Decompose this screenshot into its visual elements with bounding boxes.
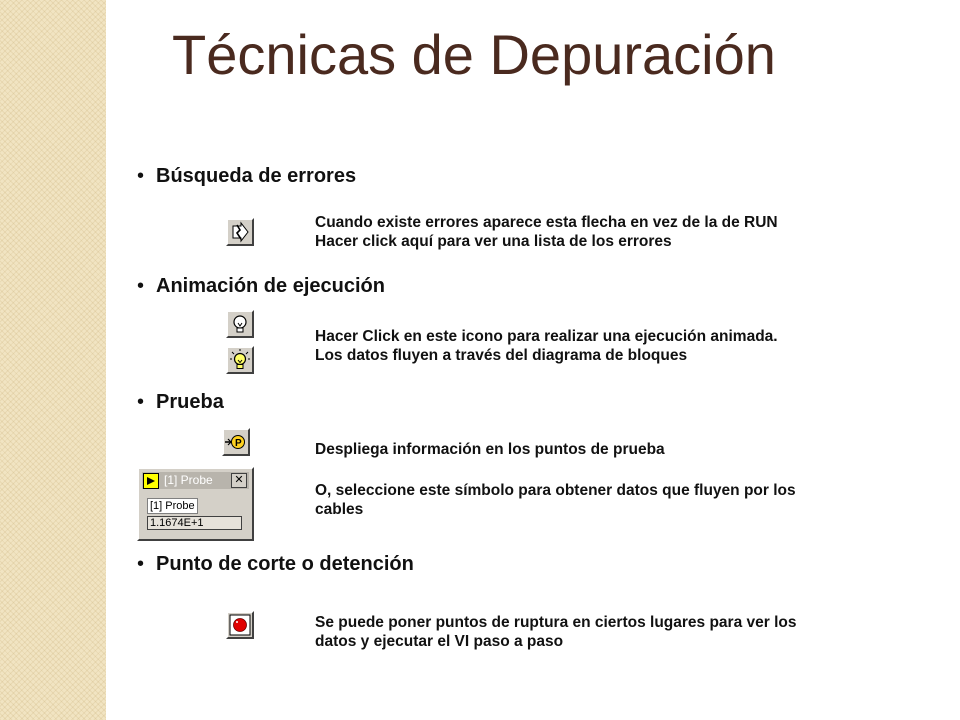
close-icon[interactable]: ✕ [231,473,247,488]
description-line: datos y ejecutar el VI paso a paso [315,633,564,650]
section-heading: Prueba [156,391,224,413]
description-line: O, seleccione este símbolo para obtener datos que fluyen por los [315,482,796,499]
bullet-dot: • [137,391,145,413]
execution-highlight-bulb-on-icon[interactable] [226,346,254,374]
section-heading: Punto de corte o detención [156,553,414,575]
decorative-side-strip [0,0,106,720]
bullet-prueba [137,391,224,414]
svg-text:P: P [235,438,242,449]
execution-highlight-bulb-icon[interactable] [226,310,254,338]
probe-title: [1] Probe [164,473,213,487]
description-line: Cuando existe errores aparece esta flecha en vez de la de RUN [315,214,778,231]
description-line: Despliega información en los puntos de prueba [315,441,665,458]
bullet-dot: • [137,275,145,297]
probe-window[interactable] [137,467,254,541]
bullet-punto-corte [137,553,414,576]
description-line: cables [315,501,364,518]
section-heading: Animación de ejecución [156,275,385,297]
bullet-dot: • [137,165,145,187]
probe-titlebar[interactable] [142,472,249,489]
bullet-dot: • [137,553,145,575]
bullet-animacion-ejecucion [137,275,385,298]
section-heading: Búsqueda de errores [156,165,357,187]
probe-value-display: 1.1674E+1 [147,516,242,530]
probe-tool-icon[interactable] [222,428,250,456]
description-line: Hacer Click en este icono para realizar una ejecución animada. [315,328,778,345]
broken-run-arrow-icon[interactable] [226,218,254,246]
description-line: Hacer click aquí para ver una lista de los errores [315,233,672,250]
breakpoint-icon[interactable] [226,611,254,639]
bullet-busqueda-errores [137,165,356,188]
description-line: Se puede poner puntos de ruptura en ciertos lugares para ver los [315,614,797,631]
labview-vi-icon [143,473,159,489]
description-line: Los datos fluyen a través del diagrama de bloques [315,347,688,364]
probe-label: [1] Probe [147,498,198,514]
slide-title: Técnicas de Depuración [172,23,776,86]
